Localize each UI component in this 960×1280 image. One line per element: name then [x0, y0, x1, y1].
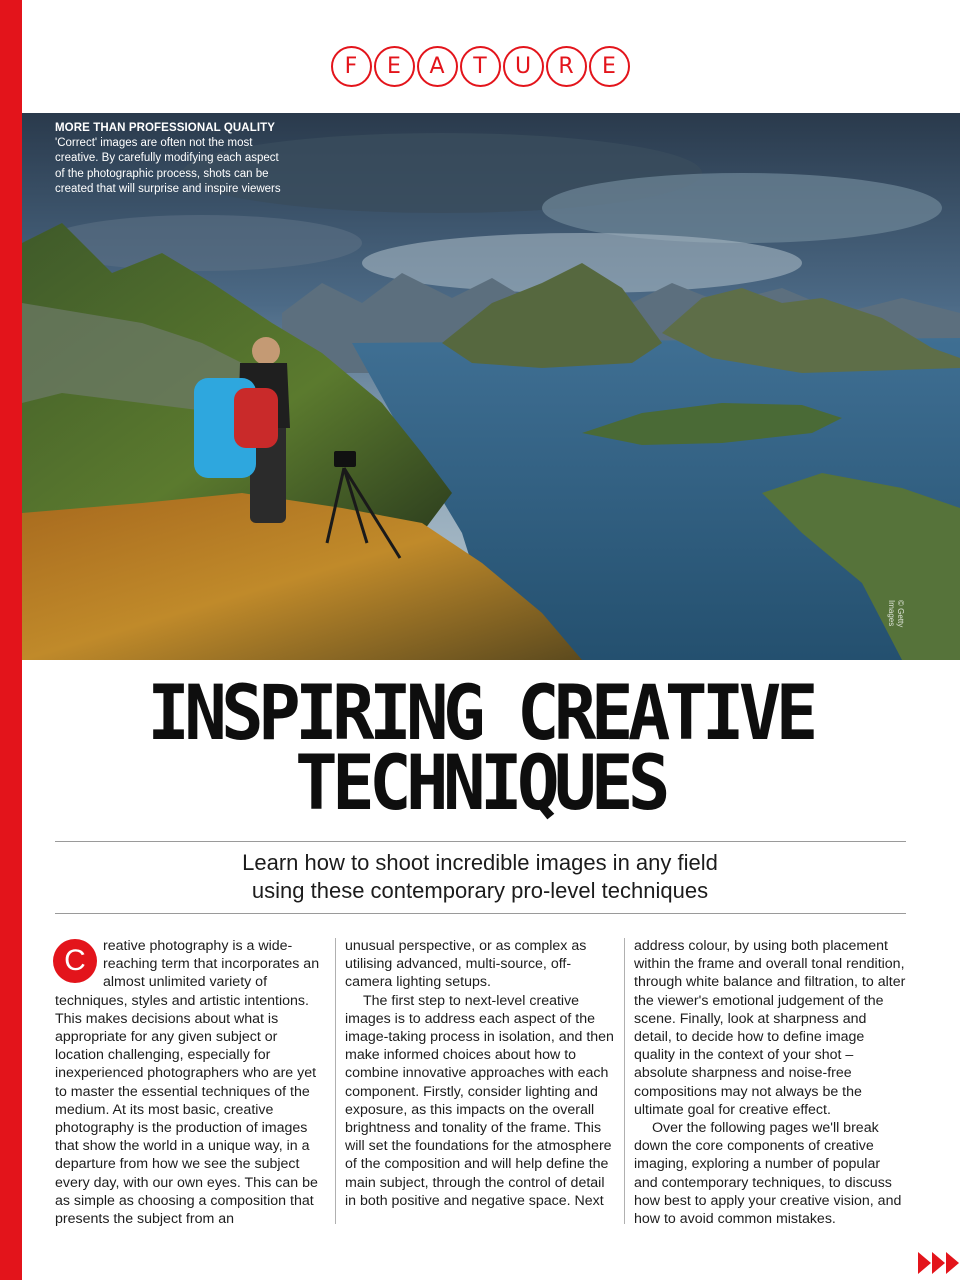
body-column-1: [55, 937, 327, 1228]
body-paragraph: Over the following pages we'll break down the core components of creative imaging, exploring a number of popular and contemporary techniques, to discuss how best to apply your creative vision, and how to avoid common mistakes.: [634, 1120, 902, 1228]
standfirst: [100, 849, 860, 905]
body-paragraph: The first step to next-level creative images is to address each aspect of the image-taking process in isolation, and then make informed choices about how to combine innovative approaches with each component. Firstly, consider lighting and exposure, as this impacts on the overall brightness and tonality of the frame. This will set the foundations for the atmosphere of the composition and will help define the main subject, through the control of detail in both positive and negative space. Next: [345, 992, 614, 1209]
section-letter: T: [460, 46, 501, 87]
section-letter: A: [417, 46, 458, 87]
title-line-2: TECHNIQUES: [295, 738, 665, 827]
caption-text: 'Correct' images are often not the most creative. By carefully modifying each aspect of the photographic process, shots can be created that will surprise and inspire viewers: [55, 137, 281, 195]
caption-title: MORE THAN PROFESSIONAL QUALITY: [55, 122, 276, 134]
section-label-feature: [0, 46, 960, 87]
section-letter: U: [503, 46, 544, 87]
column-divider: [335, 938, 336, 1224]
title-line-1: INSPIRING CREATIVE: [147, 668, 813, 757]
standfirst-line-2: using these contemporary pro-level techniques: [251, 878, 709, 903]
section-letter: F: [331, 46, 372, 87]
bottom-rule: [55, 913, 906, 914]
standfirst-line-1: Learn how to shoot incredible images in any field: [242, 850, 718, 875]
body-paragraph: reative photography is a wide-reaching term that incorporates an almost unlimited variety of techniques, styles and artistic intentions. This makes decisions about what is appropriate for any given subject or location challenging, especially for inexperienced photographers who are yet to master the essential techniques of the medium. At its most basic, creative photography is the production of images that show the world in a unique way, in a departure from how we see the subject every day, with our own eyes. This can be as simple as choosing a composition that presents the subject from an: [55, 938, 320, 1228]
section-letter: R: [546, 46, 587, 87]
body-paragraph: unusual perspective, or as complex as utilising advanced, multi-source, off-camera lighting setups.: [345, 938, 587, 991]
section-letter: E: [374, 46, 415, 87]
top-rule: [55, 841, 906, 842]
body-paragraph: address colour, by using both placement within the frame and overall tonal rendition, through white balance and filtration, to alter the viewer's emotional judgement of the scene. Finally, look at sharpness and detail, to decide how to define image quality in the context of your shot – absolute sharpness and noise-free compositions may not always be the ultimate goal for creative effect.: [634, 938, 906, 1118]
triple-chevron-right-icon[interactable]: [918, 1252, 960, 1274]
section-letter: E: [589, 46, 630, 87]
red-edge-strip: [0, 0, 22, 1280]
body-column-3: [634, 937, 906, 1228]
body-column-2: [345, 937, 617, 1210]
drop-cap: C: [53, 939, 97, 983]
photo-credit: © Getty Images: [887, 600, 905, 628]
page-title: [89, 668, 870, 827]
hero-caption: [55, 121, 290, 197]
column-divider: [624, 938, 625, 1224]
